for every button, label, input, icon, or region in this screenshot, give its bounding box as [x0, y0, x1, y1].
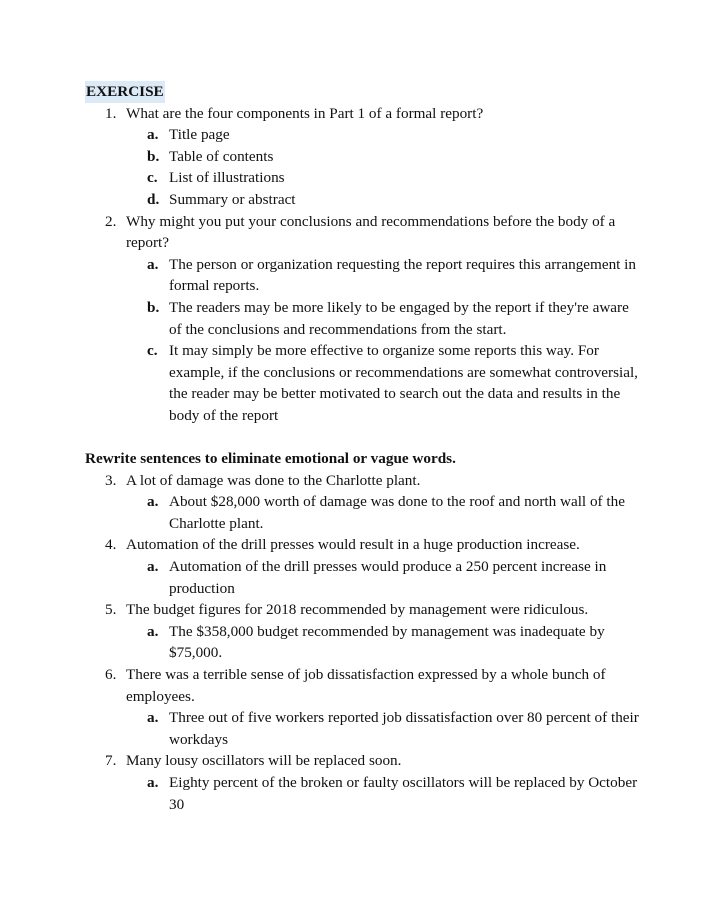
answer-item	[85, 167, 645, 189]
question-text: The budget figures for 2018 recommended by management were ridiculous.	[126, 601, 589, 619]
question-item	[85, 750, 645, 815]
rewrite-heading	[85, 448, 645, 470]
question-item	[85, 664, 645, 750]
answer-letter: c.	[147, 342, 158, 360]
answer-list	[126, 621, 645, 664]
section-spacer	[85, 427, 645, 449]
answer-item	[85, 621, 645, 664]
answer-letter: d.	[147, 190, 160, 208]
answer-letter: b.	[147, 298, 160, 316]
question-number: 1.	[105, 104, 117, 122]
answer-list	[126, 254, 645, 427]
question-text: What are the four components in Part 1 of a formal report?	[126, 104, 484, 122]
answer-item	[85, 146, 645, 168]
answer-item	[85, 189, 645, 211]
answer-list	[126, 124, 645, 210]
question-item	[85, 103, 645, 211]
answer-item	[85, 297, 645, 340]
answer-text: Automation of the drill presses would produce a 250 percent increase in production	[169, 558, 607, 597]
answer-text: The person or organization requesting the report requires this arrangement in formal reports.	[169, 255, 637, 295]
answer-item	[85, 340, 645, 426]
answer-list	[126, 491, 645, 534]
question-text: Many lousy oscillators will be replaced soon.	[126, 752, 402, 770]
question-number: 2.	[105, 212, 117, 230]
answer-text: Eighty percent of the broken or faulty oscillators will be replaced by October 30	[169, 774, 638, 813]
answer-letter: b.	[147, 147, 160, 165]
question-text: Automation of the drill presses would result in a huge production increase.	[126, 536, 580, 554]
answer-letter: a.	[147, 774, 159, 791]
question-number: 3.	[105, 471, 117, 489]
answer-text: List of illustrations	[169, 169, 285, 187]
answer-letter: c.	[147, 169, 158, 187]
answer-item	[85, 124, 645, 146]
answer-item	[85, 772, 645, 815]
answer-letter: a.	[147, 126, 159, 144]
rewrite-question-list	[85, 470, 645, 816]
answer-text: Title page	[169, 126, 230, 144]
answer-item	[85, 707, 645, 750]
answer-list	[126, 556, 645, 599]
question-number: 5.	[105, 601, 117, 619]
answer-text: About $28,000 worth of damage was done to the roof and north wall of the Charlotte plant.	[169, 493, 625, 532]
answer-letter: a.	[147, 255, 159, 273]
question-item	[85, 211, 645, 427]
exercise-question-list	[85, 103, 645, 427]
question-number: 6.	[105, 666, 117, 684]
answer-item	[85, 254, 645, 297]
rewrite-heading-text: Rewrite sentences to eliminate emotional or vague words.	[85, 450, 456, 468]
question-text: There was a terrible sense of job dissatisfaction expressed by a whole bunch of employees.	[126, 666, 606, 705]
answer-item	[85, 491, 645, 534]
answer-text: Three out of five workers reported job dissatisfaction over 80 percent of their workdays	[169, 709, 639, 748]
exercise-heading-text: EXERCISE	[85, 81, 165, 103]
question-text: Why might you put your conclusions and recommendations before the body of a report?	[126, 212, 616, 252]
answer-text: It may simply be more effective to organize some reports this way. For example, if the conclusions or recommendations are somewhat controversial, the reader may be better motivated to search out the data and results in the body of the report	[169, 342, 638, 424]
exercise-heading	[85, 81, 645, 103]
answer-letter: a.	[147, 493, 159, 511]
answer-letter: a.	[147, 709, 159, 727]
question-item	[85, 599, 645, 664]
answer-list	[126, 772, 645, 815]
answer-text: Summary or abstract	[169, 190, 296, 208]
question-item	[85, 470, 645, 535]
answer-list	[126, 707, 645, 750]
question-item	[85, 534, 645, 599]
answer-text: The readers may be more likely to be engaged by the report if they're aware of the conclusions and recommendations from the start.	[169, 298, 629, 338]
answer-letter: a.	[147, 622, 159, 640]
answer-item	[85, 556, 645, 599]
answer-text: Table of contents	[169, 147, 274, 165]
answer-letter: a.	[147, 558, 159, 576]
question-number: 4.	[105, 536, 117, 554]
question-number: 7.	[105, 752, 117, 770]
question-text: A lot of damage was done to the Charlotte plant.	[126, 471, 421, 489]
document-page	[85, 81, 645, 815]
answer-text: The $358,000 budget recommended by management was inadequate by $75,000.	[169, 622, 605, 662]
